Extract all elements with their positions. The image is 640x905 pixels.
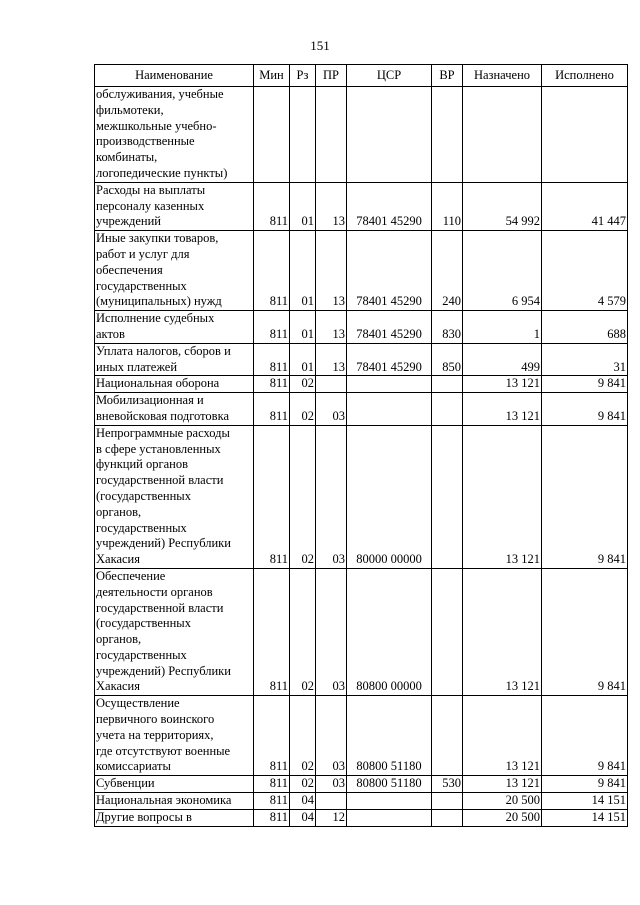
cell-naz: 6 954: [463, 231, 542, 311]
cell-name: [95, 776, 254, 793]
cell-min: 811: [254, 376, 290, 393]
name-line: учета на территориях,: [96, 727, 214, 742]
name-line: Хакасия: [96, 552, 140, 567]
cell-isp: 9 841: [542, 568, 628, 695]
table-row: [95, 568, 628, 695]
table-row: [95, 182, 628, 230]
cell-pr: 13: [316, 231, 347, 311]
name-line: государственных: [96, 647, 187, 662]
header-isp: Исполнено: [542, 65, 628, 87]
cell-csr: 80800 51180: [347, 776, 432, 793]
cell-name: [95, 696, 254, 776]
cell-name: [95, 311, 254, 344]
page-number: 151: [310, 38, 330, 53]
table-header-row: [95, 65, 628, 87]
name-line: государственных: [96, 278, 187, 293]
name-line: учреждений: [96, 214, 161, 229]
table-row: [95, 343, 628, 376]
cell-naz: 13 121: [463, 393, 542, 426]
name-line: государственной власти: [96, 600, 224, 615]
header-csr: ЦСР: [347, 65, 432, 87]
name-line: учреждений) Республики: [96, 663, 231, 678]
cell-min: 811: [254, 793, 290, 810]
header-name: Наименование: [95, 65, 254, 87]
cell-vr: [432, 393, 463, 426]
name-line: (государственных: [96, 488, 191, 503]
name-line: Другие вопросы в: [96, 809, 192, 824]
cell-csr: [347, 87, 432, 183]
cell-pr: 12: [316, 809, 347, 826]
name-line: органов,: [96, 632, 142, 647]
cell-vr: 240: [432, 231, 463, 311]
table-row: [95, 311, 628, 344]
cell-csr: [347, 376, 432, 393]
table-row: [95, 776, 628, 793]
cell-isp: 9 841: [542, 425, 628, 568]
name-line: государственной власти: [96, 473, 224, 488]
cell-csr: 80800 00000: [347, 568, 432, 695]
cell-min: 811: [254, 231, 290, 311]
budget-table: [94, 64, 628, 827]
cell-pr: 03: [316, 425, 347, 568]
cell-csr: 80800 51180: [347, 696, 432, 776]
cell-rz: 02: [290, 696, 316, 776]
cell-vr: 110: [432, 182, 463, 230]
name-line: Национальная экономика: [96, 793, 232, 808]
cell-vr: [432, 696, 463, 776]
table-row: [95, 376, 628, 393]
header-pr: ПР: [316, 65, 347, 87]
cell-pr: 13: [316, 343, 347, 376]
name-line: учреждений) Республики: [96, 536, 231, 551]
name-line: работ и услуг для: [96, 246, 190, 261]
cell-csr: 78401 45290: [347, 231, 432, 311]
name-line: производственные: [96, 134, 195, 149]
cell-isp: 4 579: [542, 231, 628, 311]
header-rz: Рз: [290, 65, 316, 87]
cell-name: [95, 393, 254, 426]
name-line: Непрограммные расходы: [96, 425, 230, 440]
cell-csr: 78401 45290: [347, 311, 432, 344]
cell-pr: 03: [316, 568, 347, 695]
header-naz: Назначено: [463, 65, 542, 87]
name-line: первичного воинского: [96, 712, 215, 727]
cell-vr: [432, 87, 463, 183]
cell-isp: 41 447: [542, 182, 628, 230]
cell-vr: 530: [432, 776, 463, 793]
cell-name: [95, 568, 254, 695]
cell-isp: 9 841: [542, 393, 628, 426]
cell-isp: 14 151: [542, 809, 628, 826]
table-body: [95, 87, 628, 827]
cell-pr: [316, 376, 347, 393]
cell-isp: [542, 87, 628, 183]
cell-vr: [432, 376, 463, 393]
cell-rz: 01: [290, 231, 316, 311]
cell-naz: 13 121: [463, 425, 542, 568]
cell-rz: 04: [290, 809, 316, 826]
name-line: межшкольные учебно-: [96, 118, 217, 133]
name-line: государственных: [96, 520, 187, 535]
cell-min: 811: [254, 182, 290, 230]
cell-naz: 20 500: [463, 793, 542, 810]
name-line: деятельности органов: [96, 584, 213, 599]
name-line: где отсутствуют военные: [96, 743, 231, 758]
name-line: персоналу казенных: [96, 198, 205, 213]
cell-csr: [347, 809, 432, 826]
cell-csr: 78401 45290: [347, 343, 432, 376]
cell-csr: 78401 45290: [347, 182, 432, 230]
cell-name: [95, 182, 254, 230]
name-line: обслуживания, учебные: [96, 87, 224, 101]
cell-naz: 20 500: [463, 809, 542, 826]
name-line: (муниципальных) нужд: [96, 294, 222, 309]
name-line: Расходы на выплаты: [96, 182, 206, 197]
cell-naz: 13 121: [463, 776, 542, 793]
cell-naz: 1: [463, 311, 542, 344]
cell-vr: 850: [432, 343, 463, 376]
name-line: Исполнение судебных: [96, 311, 215, 326]
cell-name: [95, 425, 254, 568]
cell-min: 811: [254, 393, 290, 426]
cell-isp: 9 841: [542, 776, 628, 793]
name-line: (государственных: [96, 616, 191, 631]
table-row: [95, 425, 628, 568]
name-line: Уплата налогов, сборов и: [96, 343, 231, 358]
cell-rz: 02: [290, 776, 316, 793]
cell-csr: [347, 793, 432, 810]
cell-vr: [432, 809, 463, 826]
cell-min: 811: [254, 776, 290, 793]
name-line: комиссариаты: [96, 759, 171, 774]
cell-min: 811: [254, 311, 290, 344]
cell-vr: [432, 568, 463, 695]
cell-pr: 03: [316, 393, 347, 426]
cell-isp: 9 841: [542, 376, 628, 393]
name-line: вневойсковая подготовка: [96, 408, 230, 423]
name-line: Хакасия: [96, 679, 140, 694]
cell-rz: 02: [290, 568, 316, 695]
name-line: иных платежей: [96, 359, 178, 374]
cell-vr: [432, 425, 463, 568]
table-row: [95, 696, 628, 776]
cell-name: [95, 809, 254, 826]
cell-vr: [432, 793, 463, 810]
cell-naz: 13 121: [463, 696, 542, 776]
cell-isp: 688: [542, 311, 628, 344]
cell-name: [95, 231, 254, 311]
cell-rz: 02: [290, 425, 316, 568]
header-min: Мин: [254, 65, 290, 87]
cell-rz: [290, 87, 316, 183]
name-line: Иные закупки товаров,: [96, 231, 219, 246]
cell-csr: [347, 393, 432, 426]
name-line: Мобилизационная и: [96, 393, 204, 408]
cell-pr: 13: [316, 182, 347, 230]
cell-name: [95, 87, 254, 183]
cell-rz: 04: [290, 793, 316, 810]
cell-pr: [316, 793, 347, 810]
cell-min: 811: [254, 568, 290, 695]
name-line: актов: [96, 326, 125, 341]
name-line: Обеспечение: [96, 568, 166, 583]
cell-rz: 01: [290, 182, 316, 230]
cell-min: 811: [254, 343, 290, 376]
cell-pr: 13: [316, 311, 347, 344]
cell-naz: 54 992: [463, 182, 542, 230]
name-line: Национальная оборона: [96, 376, 220, 391]
cell-naz: 13 121: [463, 376, 542, 393]
name-line: логопедические пункты): [96, 165, 228, 180]
cell-name: [95, 343, 254, 376]
cell-name: [95, 793, 254, 810]
cell-rz: 02: [290, 393, 316, 426]
name-line: фильмотеки,: [96, 102, 164, 117]
header-vr: ВР: [432, 65, 463, 87]
cell-pr: 03: [316, 696, 347, 776]
cell-pr: 03: [316, 776, 347, 793]
cell-rz: 01: [290, 311, 316, 344]
cell-min: 811: [254, 696, 290, 776]
table-row: [95, 87, 628, 183]
name-line: Осуществление: [96, 696, 180, 711]
table-row: [95, 393, 628, 426]
name-line: в сфере установленных: [96, 441, 221, 456]
cell-rz: 02: [290, 376, 316, 393]
table-row: [95, 793, 628, 810]
name-line: обеспечения: [96, 262, 163, 277]
cell-min: 811: [254, 809, 290, 826]
cell-pr: [316, 87, 347, 183]
cell-min: [254, 87, 290, 183]
table-row: [95, 809, 628, 826]
name-line: функций органов: [96, 457, 189, 472]
cell-naz: [463, 87, 542, 183]
cell-vr: 830: [432, 311, 463, 344]
cell-isp: 31: [542, 343, 628, 376]
cell-isp: 14 151: [542, 793, 628, 810]
cell-min: 811: [254, 425, 290, 568]
cell-name: [95, 376, 254, 393]
name-line: органов,: [96, 504, 142, 519]
cell-naz: 13 121: [463, 568, 542, 695]
cell-isp: 9 841: [542, 696, 628, 776]
name-line: Субвенции: [96, 776, 155, 791]
table-row: [95, 231, 628, 311]
cell-csr: 80000 00000: [347, 425, 432, 568]
cell-rz: 01: [290, 343, 316, 376]
name-line: комбинаты,: [96, 150, 158, 165]
cell-naz: 499: [463, 343, 542, 376]
